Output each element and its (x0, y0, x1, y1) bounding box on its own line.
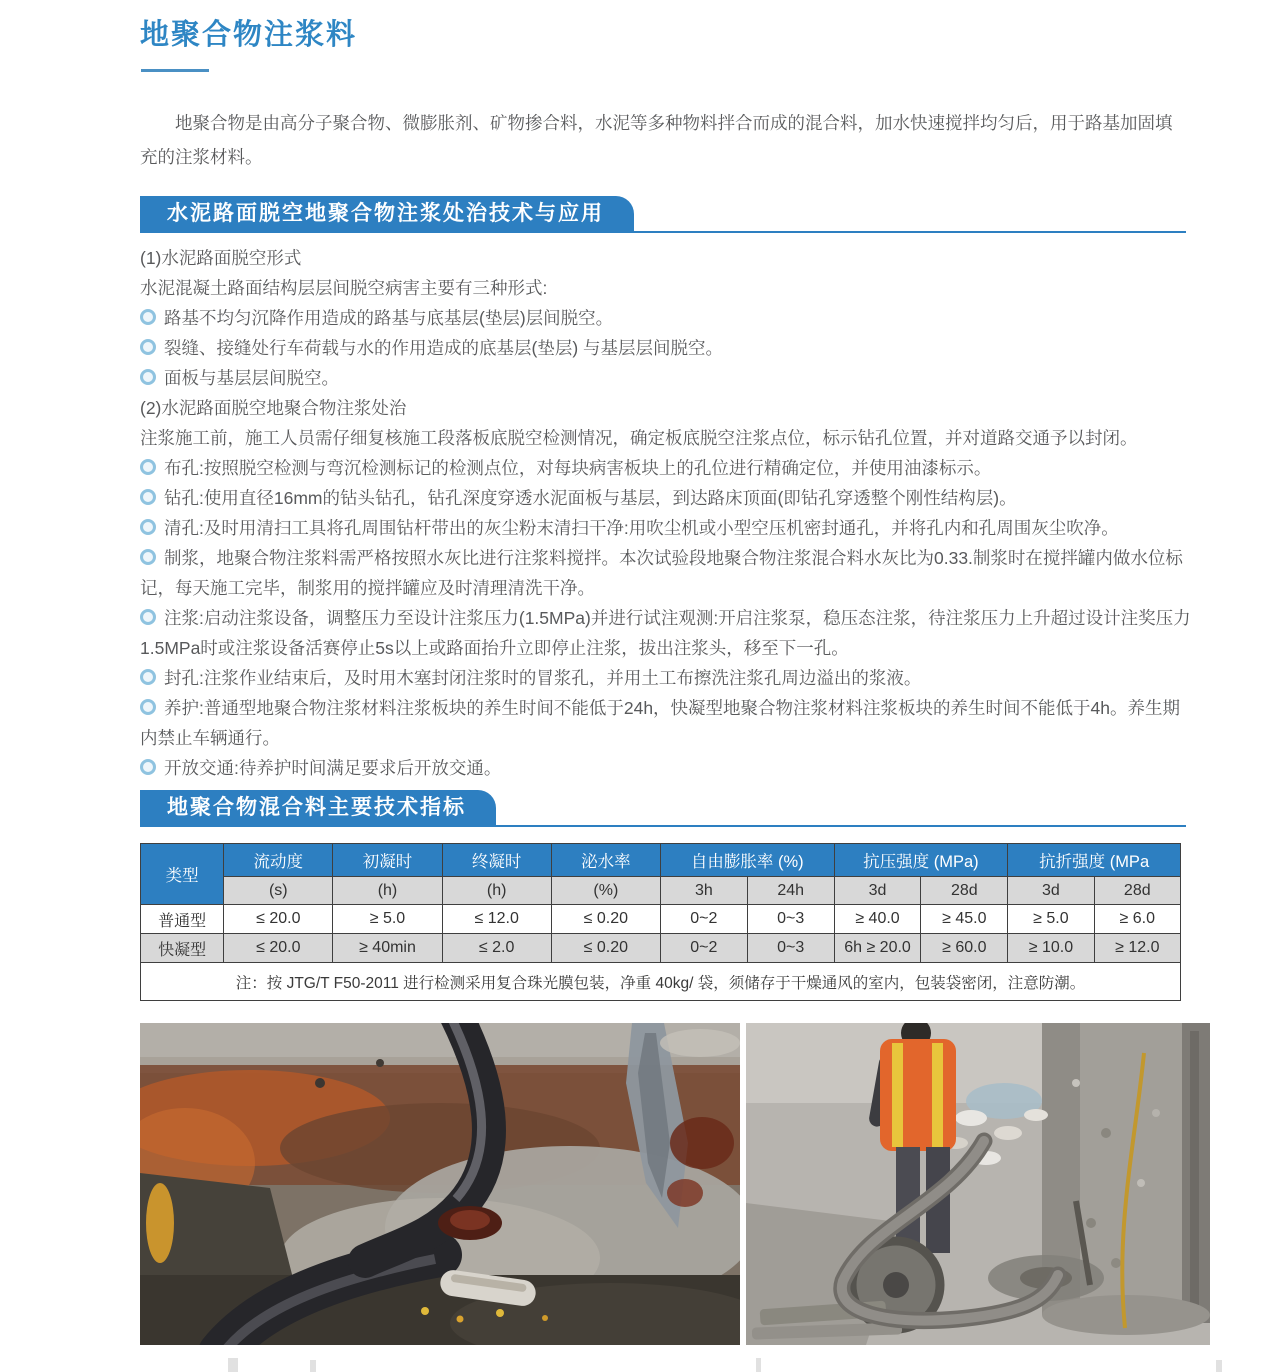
ring-bullet-icon (140, 699, 156, 715)
section1-banner-row (140, 196, 1186, 233)
table-cell: 0~2 (660, 905, 747, 934)
ring-bullet-icon (140, 339, 156, 355)
body-text: 清孔:及时用清扫工具将孔周围钻杆带出的灰尘粉末清扫干净:用吹尘机或小型空压机密封通孔，并将孔内和孔周围灰尘吹净。 (164, 518, 1119, 538)
body-paragraph (140, 273, 1192, 303)
body-text: 注浆:启动注浆设备，调整压力至设计注浆压力(1.5MPa)并进行试注观测:开启注浆泵，稳压态注浆，待注浆压力上升超过设计注奖压力1.5MPa时或注浆设备活赛停止5s以上或路面抬升立即停止注浆，拔出注浆头，移至下一孔。 (140, 608, 1191, 658)
table-cell: ≤ 0.20 (551, 905, 660, 934)
body-text: 封孔:注浆作业结束后，及时用木塞封闭注浆时的冒浆孔，并用土工布擦洗注浆孔周边溢出的浆液。 (164, 668, 922, 688)
table-cell: ≤ 0.20 (551, 934, 660, 963)
subheader-cell: 3d (1008, 877, 1094, 905)
ring-bullet-icon (140, 489, 156, 505)
body-text: 路基不均匀沉降作用造成的路基与底基层(垫层)层间脱空。 (164, 308, 614, 328)
row-type: 快凝型 (141, 934, 224, 963)
table-cell: ≤ 12.0 (442, 905, 551, 934)
subheader-cell: 28d (921, 877, 1008, 905)
header-cell: 泌水率 (551, 844, 660, 877)
table-cell: ≥ 5.0 (333, 905, 442, 934)
subheader-cell: 24h (747, 877, 834, 905)
body-text: (2)水泥路面脱空地聚合物注浆处治 (140, 398, 407, 418)
body-paragraph (140, 303, 1192, 333)
table-subheader-row (141, 877, 1181, 905)
body-paragraph (140, 483, 1192, 513)
body-text: 开放交通:待养护时间满足要求后开放交通。 (164, 758, 502, 778)
ring-bullet-icon (140, 309, 156, 325)
body-text: 面板与基层层间脱空。 (164, 368, 339, 388)
table-cell: 0~3 (747, 905, 834, 934)
ring-bullet-icon (140, 519, 156, 535)
row-type: 普通型 (141, 905, 224, 934)
table-cell: ≥ 12.0 (1094, 934, 1180, 963)
ring-bullet-icon (140, 669, 156, 685)
header-cell: 抗压强度 (MPa) (834, 844, 1008, 877)
ring-bullet-icon (140, 369, 156, 385)
table-cell: ≤ 20.0 (224, 934, 333, 963)
subheader-cell: 28d (1094, 877, 1180, 905)
header-cell: 流动度 (224, 844, 333, 877)
photo-grouting-worksite (746, 1023, 1210, 1345)
table-cell: ≤ 2.0 (442, 934, 551, 963)
subheader-cell: (%) (551, 877, 660, 905)
section1-banner-line (140, 231, 1186, 233)
title-underline (141, 69, 209, 72)
next-row-photo-edge (310, 1360, 316, 1372)
body-paragraph (140, 333, 1192, 363)
table-cell: 0~3 (747, 934, 834, 963)
table-cell: 0~2 (660, 934, 747, 963)
table-cell: ≥ 40min (333, 934, 442, 963)
ring-bullet-icon (140, 759, 156, 775)
subheader-cell: (h) (333, 877, 442, 905)
table-cell: 6h ≥ 20.0 (834, 934, 921, 963)
header-cell: 自由膨胀率 (%) (660, 844, 834, 877)
body-paragraph (140, 393, 1192, 423)
subheader-cell: 3d (834, 877, 921, 905)
body-text: 钻孔:使用直径16mm的钻头钻孔，钻孔深度穿透水泥面板与基层，到达路床顶面(即钻孔穿透整个刚性结构层)。 (164, 488, 1017, 508)
next-row-photo-edge (228, 1358, 238, 1372)
header-cell: 抗折强度 (MPa (1008, 844, 1181, 877)
section1-body (140, 243, 1192, 783)
body-paragraph (140, 663, 1192, 693)
header-cell: 终凝时 (442, 844, 551, 877)
table-cell: ≤ 20.0 (224, 905, 333, 934)
body-text: 裂缝、接缝处行车荷载与水的作用造成的底基层(垫层) 与基层层间脱空。 (164, 338, 724, 358)
table-cell: ≥ 40.0 (834, 905, 921, 934)
subheader-cell: (s) (224, 877, 333, 905)
body-paragraph (140, 423, 1192, 453)
table-row (141, 905, 1181, 934)
table-note: 注：按 JTG/T F50-2011 进行检测采用复合珠光膜包装，净重 40kg/ 袋，须储存于干燥通风的室内，包装袋密闭，注意防潮。 (141, 963, 1181, 1001)
table-cell: ≥ 10.0 (1008, 934, 1094, 963)
photo-illustration (746, 1023, 1210, 1345)
subheader-cell: (h) (442, 877, 551, 905)
ring-bullet-icon (140, 609, 156, 625)
page-title: 地聚合物注浆料 (140, 19, 358, 51)
table-cell: ≥ 5.0 (1008, 905, 1094, 934)
table-note-row (141, 963, 1181, 1001)
body-text: (1)水泥路面脱空形式 (140, 248, 302, 268)
photo-illustration (140, 1023, 740, 1345)
intro-paragraph: 地聚合物是由高分子聚合物、微膨胀剂、矿物掺合料，水泥等多种物料拌合而成的混合料，加水快速搅拌均匀后，用于路基加固填充的注浆材料。 (140, 113, 1173, 167)
ring-bullet-icon (140, 549, 156, 565)
body-paragraph (140, 453, 1192, 483)
body-paragraph (140, 243, 1192, 273)
section2-banner: 地聚合物混合料主要技术指标 (140, 790, 496, 827)
body-paragraph (140, 603, 1192, 663)
next-row-photo-edge (1216, 1360, 1222, 1372)
ring-bullet-icon (140, 459, 156, 475)
body-paragraph (140, 753, 1192, 783)
body-paragraph (140, 693, 1192, 753)
spec-table (140, 843, 1181, 1001)
header-type: 类型 (141, 844, 224, 905)
body-paragraph (140, 513, 1192, 543)
body-text: 布孔:按照脱空检测与弯沉检测标记的检测点位，对每块病害板块上的孔位进行精确定位，并使用油漆标示。 (164, 458, 992, 478)
section1-banner: 水泥路面脱空地聚合物注浆处治技术与应用 (140, 196, 634, 233)
subheader-cell: 3h (660, 877, 747, 905)
body-text: 制浆，地聚合物注浆料需严格按照水灰比进行注浆料搅拌。本次试验段地聚合物注浆混合料水灰比为0.33.制浆时在搅拌罐内做水位标记，每天施工完毕，制浆用的搅拌罐应及时清理清洗干净。 (140, 548, 1183, 598)
body-text: 水泥混凝土路面结构层层间脱空病害主要有三种形式: (140, 278, 548, 298)
body-text: 养护:普通型地聚合物注浆材料注浆板块的养生时间不能低于24h，快凝型地聚合物注浆材料注浆板块的养生时间不能低于4h。养生期内禁止车辆通行。 (140, 698, 1181, 748)
photo-grouting-hose-pavement (140, 1023, 740, 1345)
section2-banner-row (140, 790, 1186, 827)
table-cell: ≥ 60.0 (921, 934, 1008, 963)
body-paragraph (140, 543, 1192, 603)
header-cell: 初凝时 (333, 844, 442, 877)
next-row-photo-edge (756, 1358, 761, 1372)
table-header-row (141, 844, 1181, 877)
body-text: 注浆施工前，施工人员需仔细复核施工段落板底脱空检测情况，确定板底脱空注浆点位，标示钻孔位置，并对道路交通予以封闭。 (140, 428, 1138, 448)
table-cell: ≥ 45.0 (921, 905, 1008, 934)
section2-banner-line (140, 825, 1186, 827)
table-cell: ≥ 6.0 (1094, 905, 1180, 934)
table-row (141, 934, 1181, 963)
body-paragraph (140, 363, 1192, 393)
